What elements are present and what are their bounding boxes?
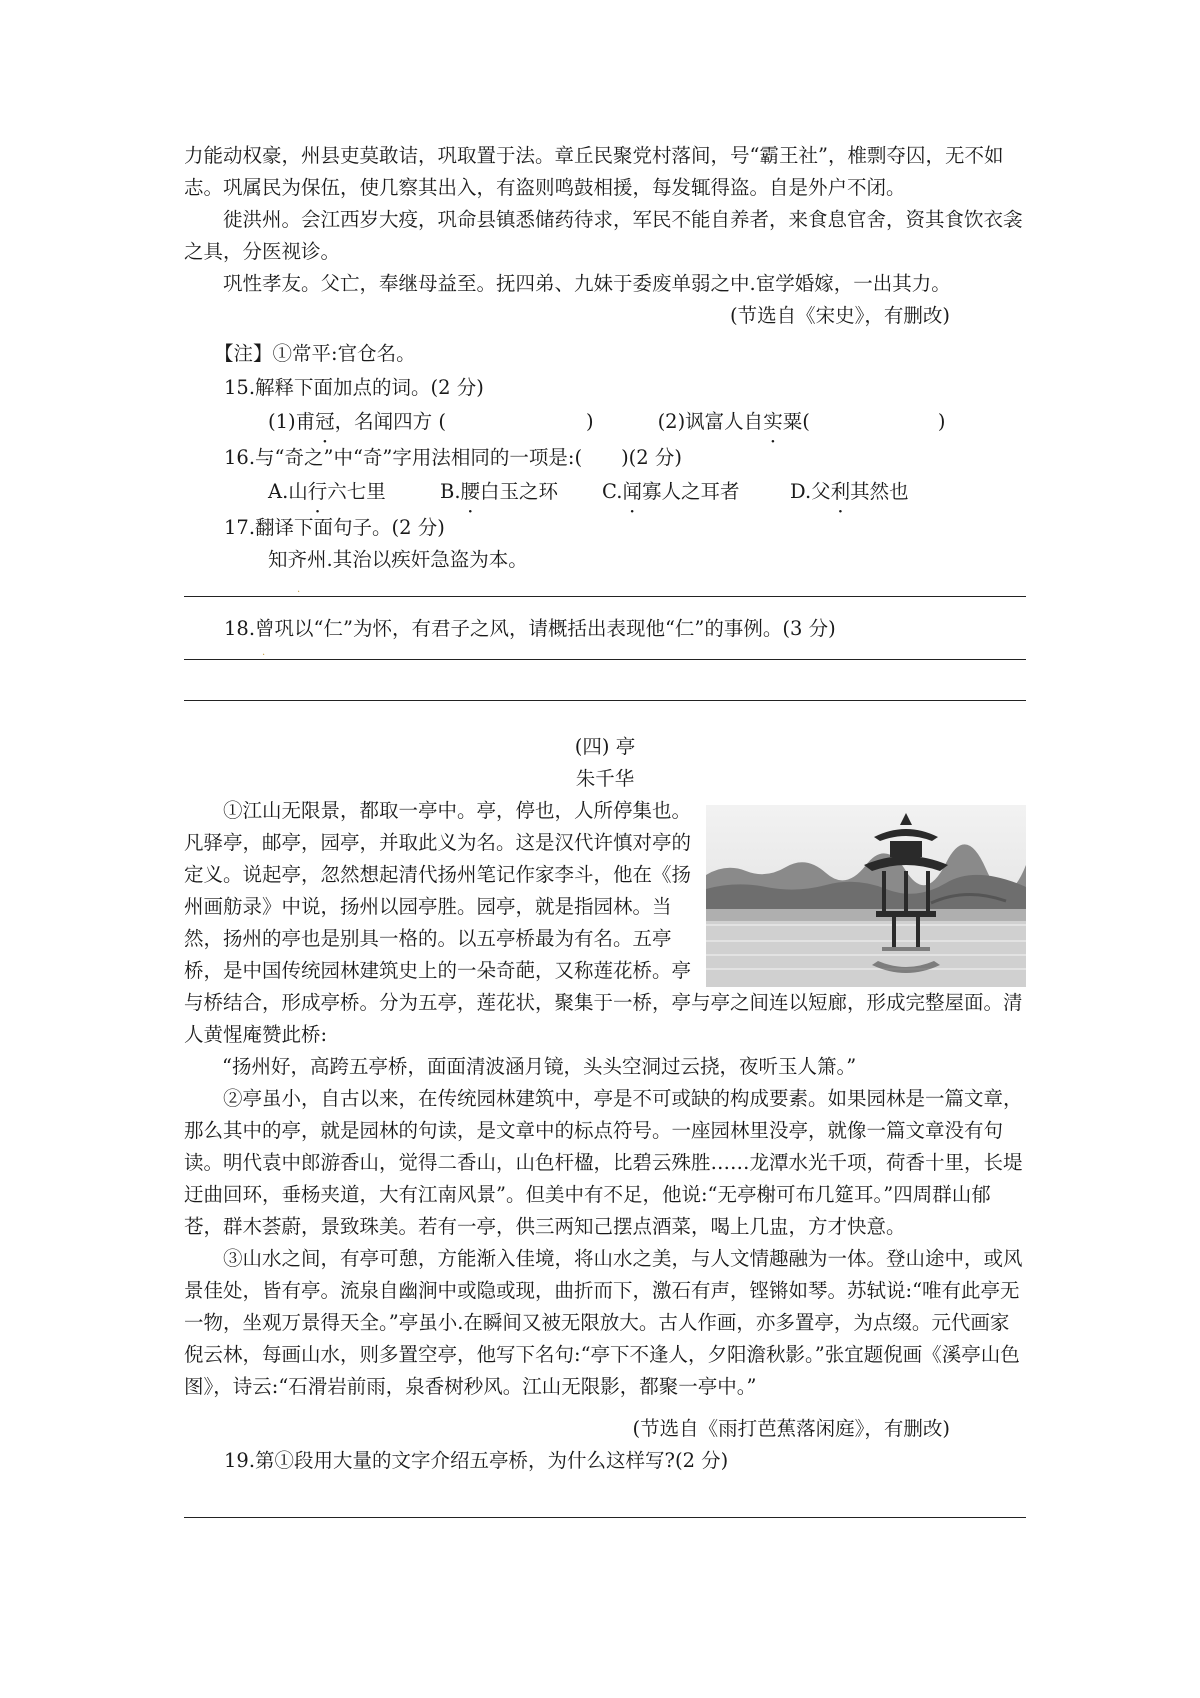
question-17-stem: 17.翻译下面句子。(2 分) (224, 516, 445, 539)
q15-item1-dotted-word: 冠 (315, 410, 335, 433)
section-4-quote: “扬州好，高跨五亭桥，面面清波涵月镜，头头空洞过云挠，夜听玉人箫。” (222, 1055, 857, 1078)
q16-option-b[interactable]: B.腰白玉之环 (440, 480, 559, 503)
question-15-items (184, 406, 1026, 438)
question-17-sentence: 知齐州.其治以疾奸急盗为本。 (268, 548, 528, 571)
question-16-stem: 16.与“奇之”中“奇”字用法相同的一项是:( )(2 分) (224, 446, 682, 469)
pavilion-illustration (706, 805, 1026, 987)
section-4-paragraph-1: ①江山无限景，都取一亭中。亭，停也，人所停集也。凡驿亭，邮亭，园亭，并取此义为名。这是汉代许慎对亭的定义。说起亭，忽然想起清代扬州笔记作家李斗，他在《扬州画舫录》中说，扬州以园亭胜。园亭，就是指园林。当然，扬州的亭也是别具一格的。以五亭桥最为有名。五亭桥，是中国传统园林建筑史上的一朵奇葩，又称莲花桥。亭与桥结合，形成亭桥。分为五亭，莲花状，聚集于一桥，亭与亭之间连以短廊，形成完整屋面。清人黄惺庵赞此桥: (184, 799, 1023, 1046)
q17-answer-area[interactable]: . (297, 584, 301, 595)
q15-item2-dotted-word: 实 (763, 410, 783, 433)
question-15-stem: 15.解释下面加点的词。(2 分) (224, 376, 484, 399)
q16-option-a[interactable]: A.山行六七里 (268, 480, 386, 503)
q16-d-dotted: 利 (830, 480, 851, 503)
source-citation-songshi: (节选自《宋史》，有删改) (730, 304, 950, 327)
section-4-paragraph-2: ②亭虽小，自古以来，在传统园林建筑中，亭是不可或缺的构成要素。如果园林是一篇文章，那么其中的亭，就是园林的句读，是文章中的标点符号。一座园林里没亭，就像一篇文章没有句读。明代袁中郎游香山，觉得二香山，山色杆楹，比碧云殊胜……龙潭水光千项，荷香十里，长堤迂曲回环，垂杨夹道，大有江南风景”。但美中有不足，他说:“无亭榭可布几筵耳。”四周群山郁苍，群木荟蔚，景致珠美。若有一亭，供三两知己摆点酒菜，喝上几盅，方才快意。 (184, 1087, 1023, 1238)
q16-b-dotted: 腰 (460, 480, 481, 503)
q15-item2-prefix: (2)讽富人自 (657, 410, 764, 433)
section-4-paragraph-3: ③山水之间，有亭可憩，方能渐入佳境，将山水之美，与人文情趣融为一体。登山途中，或风景佳处，皆有亭。流泉自幽涧中或隐或现，曲折而下，激石有声，铿锵如琴。苏轼说:“唯有此亭无一物，坐观万景得天全。”亭虽小.在瞬间又被无限放大。古人作画，亦多置亭，为点缀。元代画家倪云林，每画山水，则多置空亭，他写下名句:“亭下不逢人，夕阳澹秋影。”张宜题倪画《溪亭山色图》，诗云:“石滑岩前雨，泉香树秒风。江山无限影，都聚一亭中。” (184, 1247, 1023, 1398)
annotation-note: 【注】①常平:官仓名。 (214, 342, 416, 365)
question-18-stem: 18.曾巩以“仁”为怀，有君子之风，请概括出表现他“仁”的事例。(3 分) (224, 617, 836, 640)
q16-c-dotted: 闻 (622, 480, 642, 503)
source-citation-yudabajiao: (节选自《雨打芭蕉落闲庭》，有删改) (632, 1417, 950, 1440)
pavilion-photo (706, 805, 1026, 987)
q19-answer-line[interactable] (184, 1517, 1026, 1518)
paragraph-cont: 力能动权豪，州县吏莫敢诘，巩取置于法。章丘民聚党村落间，号“霸王社”，椎剽夺囚，无不如志。巩属民为保伍，使几察其出入，有盗则鸣鼓相援，每发辄得盗。自是外户不闭。 (184, 144, 1004, 199)
question-16-options (184, 476, 1026, 508)
q16-option-d[interactable]: D.父利其然也 (790, 480, 909, 503)
q15-item1-prefix: (1)甫 (268, 410, 316, 433)
exam-page: 力能动权豪，州县吏莫敢诘，巩取置于法。章丘民聚党村落间，号“霸王社”，椎剽夺囚，无不如志。巩属民为保伍，使几察其出入，有盗则鸣鼓相援，每发辄得盗。自是外户不闭。 徙洪州。会江西岁大疫，巩命县镇悉储药待求，军民不能自养者，来食息官舍，资其食饮衣衾之具，分医视诊。 巩性孝友。父亡，奉继母益至。抚四弟、九妹于委废单弱之中.宦学婚嫁，一出其力。 (节选自《宋史》，有删改) 【注】①常平:官仓名。 15.解释下面加点的词。(2 分) (1)甫冠，名闻四方 ( ) (2)讽富人自实粟( ) 16.与“奇之”中“奇”字用法相同的一项是:( )(2 分) A.山行六七里 B.腰白玉之环 C.闻寡人之耳者 D.父利其然也 17.翻译下面句子。(2 分) 知齐州.其治以疾奸急盗为本。 . 18.曾巩以“仁”为怀，有君子之风，请概括出表现他“仁”的事例。(3 分) . (四) 亭 朱千华 ①江山无限景，都取一亭中。亭，停也，人所停集也。凡驿亭，邮亭，园亭，并取此义为名。这是汉代许慎对亭的定义。说起亭，忽然想起清代扬州笔记作家李斗，他在《扬州画舫录》中说，扬州以园亭胜。园亭，就是指园林。当然，扬州的亭也是别具一格的。以五亭桥最为有名。五亭桥，是中国传统园林建筑史上的一朵奇葩，又称莲花桥。亭与桥结合，形成亭桥。分为五亭，莲花状，聚集于一桥，亭与亭之间连以短廊，形成完整屋面。清人黄惺庵赞此桥: “扬州好，高跨五亭桥，面面清波涵月镜，头头空洞过云挠，夜听玉人箫。” ②亭虽小，自古以来，在传统园林建筑中，亭是不可或缺的构成要素。如果园林是一篇文章，那么其中的亭，就是园林的句读，是文章中的标点符号。一座园林里没亭，就像一篇文章没有句读。明代袁中郎游香山，觉得二香山，山色杆楹，比碧云殊胜……龙潭水光千项，荷香十里，长堤迂曲回环，垂杨夹道，大有江南风景”。但美中有不足，他说:“无亭榭可布几筵耳。”四周群山郁苍，群木荟蔚，景致珠美。若有一亭，供三两知己摆点酒菜，喝上几盅，方才快意。 ③山水之间，有亭可憩，方能渐入佳境，将山水之美，与人文情趣融为一体。登山途中，或风景佳处，皆有亭。流泉自幽涧中或隐或现，曲折而下，激石有声，铿锵如琴。苏轼说:“唯有此亭无一物，坐观万景得天全。”亭虽小.在瞬间又被无限放大。古人作画，亦多置亭，为点缀。元代画家倪云林，每画山水，则多置空亭，他写下名句:“亭下不逢人，夕阳澹秋影。”张宜题倪画《溪亭山色图》，诗云:“石滑岩前雨，泉香树秒风。江山无限影，都聚一亭中。” (节选自《雨打芭蕉落闲庭》，有删改) 19.第①段用大量的文字介绍五亭桥，为什么这样写?(2 分) (184, 140, 1026, 1518)
paragraph-hongzhou: 徙洪州。会江西岁大疫，巩命县镇悉储药待求，军民不能自养者，来食息官舍，资其食饮衣衾之具，分医视诊。 (184, 208, 1023, 263)
q15-item1-text: ，名闻四方 ( (334, 410, 446, 433)
section-4-author: 朱千华 (575, 767, 635, 790)
section-4-title: (四) 亭 (574, 735, 636, 758)
q16-a-dotted: 行 (307, 480, 328, 503)
paragraph-filial: 巩性孝友。父亡，奉继母益至。抚四弟、九妹于委废单弱之中.宦学婚嫁，一出其力。 (223, 272, 951, 295)
q15-item2-close: ) (937, 410, 946, 433)
q17-answer-line[interactable] (184, 596, 1026, 597)
q15-item2-text: 粟( (782, 410, 810, 433)
question-19-stem: 19.第①段用大量的文字介绍五亭桥，为什么这样写?(2 分) (224, 1449, 729, 1472)
q15-item1-close: ) (585, 410, 594, 433)
q16-option-c[interactable]: C.闻寡人之耳者 (602, 480, 740, 503)
